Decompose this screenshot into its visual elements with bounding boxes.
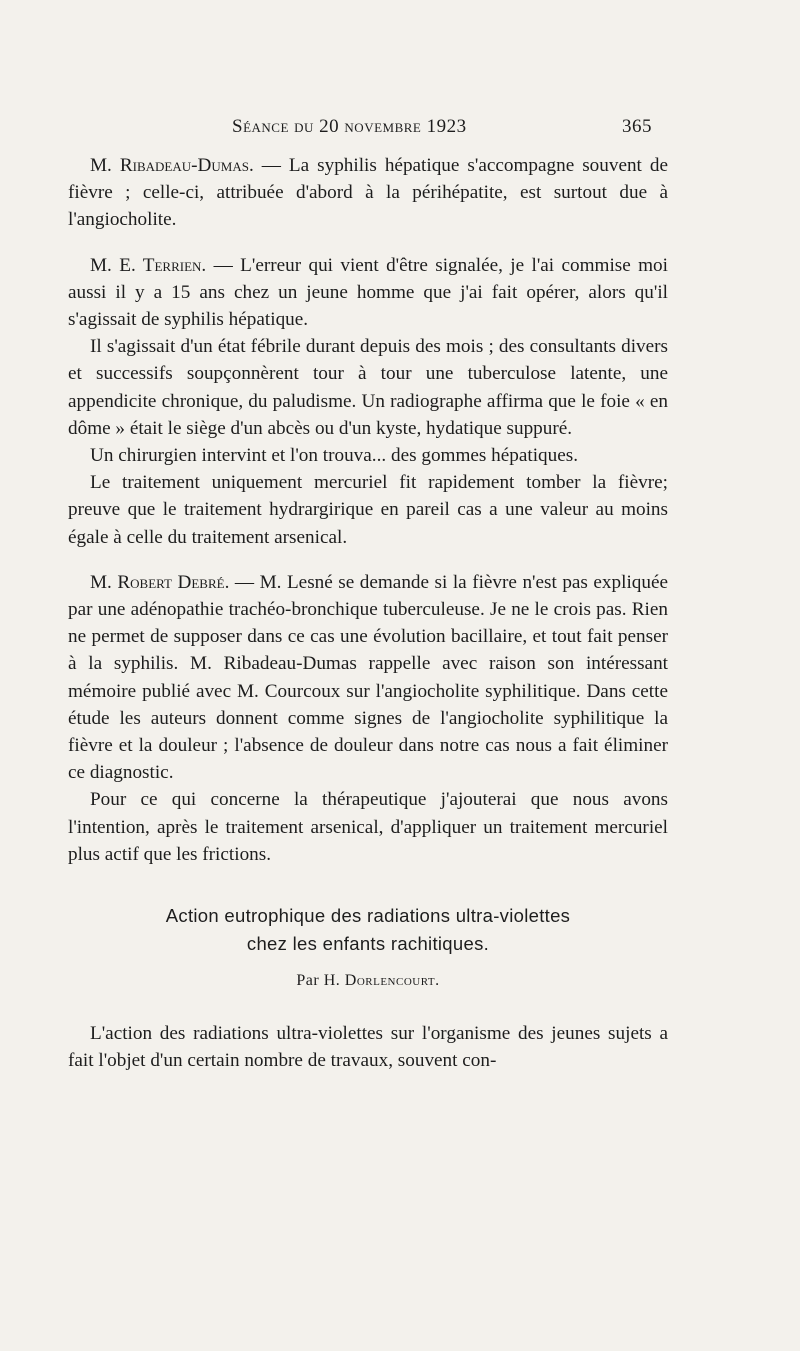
paragraph-text: — M. Lesné se demande si la fièvre n'est pas expliquée par une adénopathie trachéo-bronchique tuberculeuse. Je ne le crois pas. Rien ne permet de supposer dans ce cas une évolution bacillaire, et tout fait penser à la syphilis. M. Ribadeau-Dumas rappelle avec raison son intéressant mémoire publié avec M. Courcoux sur l'angiocholite syphilitique. Dans cette étude les auteurs donnent comme signes de l'angiocholite syphilitique la fièvre et la douleur ; l'absence de douleur dans notre cas nous a fait éliminer ce diagnostic. — [68, 571, 668, 784]
paragraph-text: Le traitement uniquement mercuriel fit rapidement tomber la fièvre; preuve que le traitement hydrargirique en pareil cas a une valeur au moins égale à celle du traitement arsenical. — [68, 472, 668, 548]
header-title: Séance du 20 novembre 1923 — [232, 116, 467, 137]
article-title-line: chez les enfants rachitiques. — [246, 933, 490, 955]
paragraph-text: Il s'agissait d'un état fébrile durant depuis des mois ; des consultants divers et successifs soupçonnèrent tour à tour une tuberculose latente, une appendicite chronique, du paludisme. Un radiographe affirma que le foie « en dôme » était le siège d'un abcès ou d'un kyste, hydatique suppuré. — [68, 336, 668, 439]
paragraph — [68, 469, 668, 551]
paragraph — [68, 333, 668, 442]
speaker-name: M. E. Terrien. — [90, 254, 207, 276]
paragraph-text: — L'erreur qui vient d'être signalée, je l'ai commise moi aussi il y a 15 ans chez un jeune homme que j'ai fait opérer, alors qu'il s'agissait de syphilis hépatique. — [68, 254, 668, 331]
paragraph — [68, 442, 668, 469]
paragraph — [68, 252, 668, 334]
paragraph — [68, 152, 668, 234]
author-name: H. Dorlencourt. — [323, 972, 440, 990]
paragraph — [68, 786, 668, 868]
article-title — [68, 902, 668, 958]
paragraph-text: Pour ce qui concerne la thérapeutique j'ajouterai que nous avons l'intention, après le traitement arsenical, d'appliquer un traitement mercuriel plus actif que les frictions. — [68, 789, 668, 865]
paragraph — [68, 569, 668, 787]
paragraph-text: Un chirurgien intervint et l'on trouva... des gommes hépatiques. — [90, 445, 579, 467]
running-header — [232, 116, 652, 138]
page-body — [68, 152, 668, 1074]
article-title-line: Action eutrophique des radiations ultra-violettes — [165, 905, 571, 927]
article-author — [68, 972, 668, 990]
article-first-paragraph: L'action des radiations ultra-violettes sur l'organisme des jeunes sujets a fait l'objet d'un certain nombre de travaux, souvent con- — [68, 1023, 668, 1072]
speaker-name: M. Ribadeau-Dumas. — [90, 155, 254, 176]
author-prefix: Par — [296, 972, 320, 990]
paragraph-text: — La syphilis hépatique s'accompagne souvent de fièvre ; celle-ci, attribuée d'abord à la périhépatite, est surtout due à l'angiocholite. — [68, 155, 668, 231]
speaker-name: M. Robert Debré. — [90, 571, 230, 593]
page-number: 365 — [622, 116, 652, 137]
